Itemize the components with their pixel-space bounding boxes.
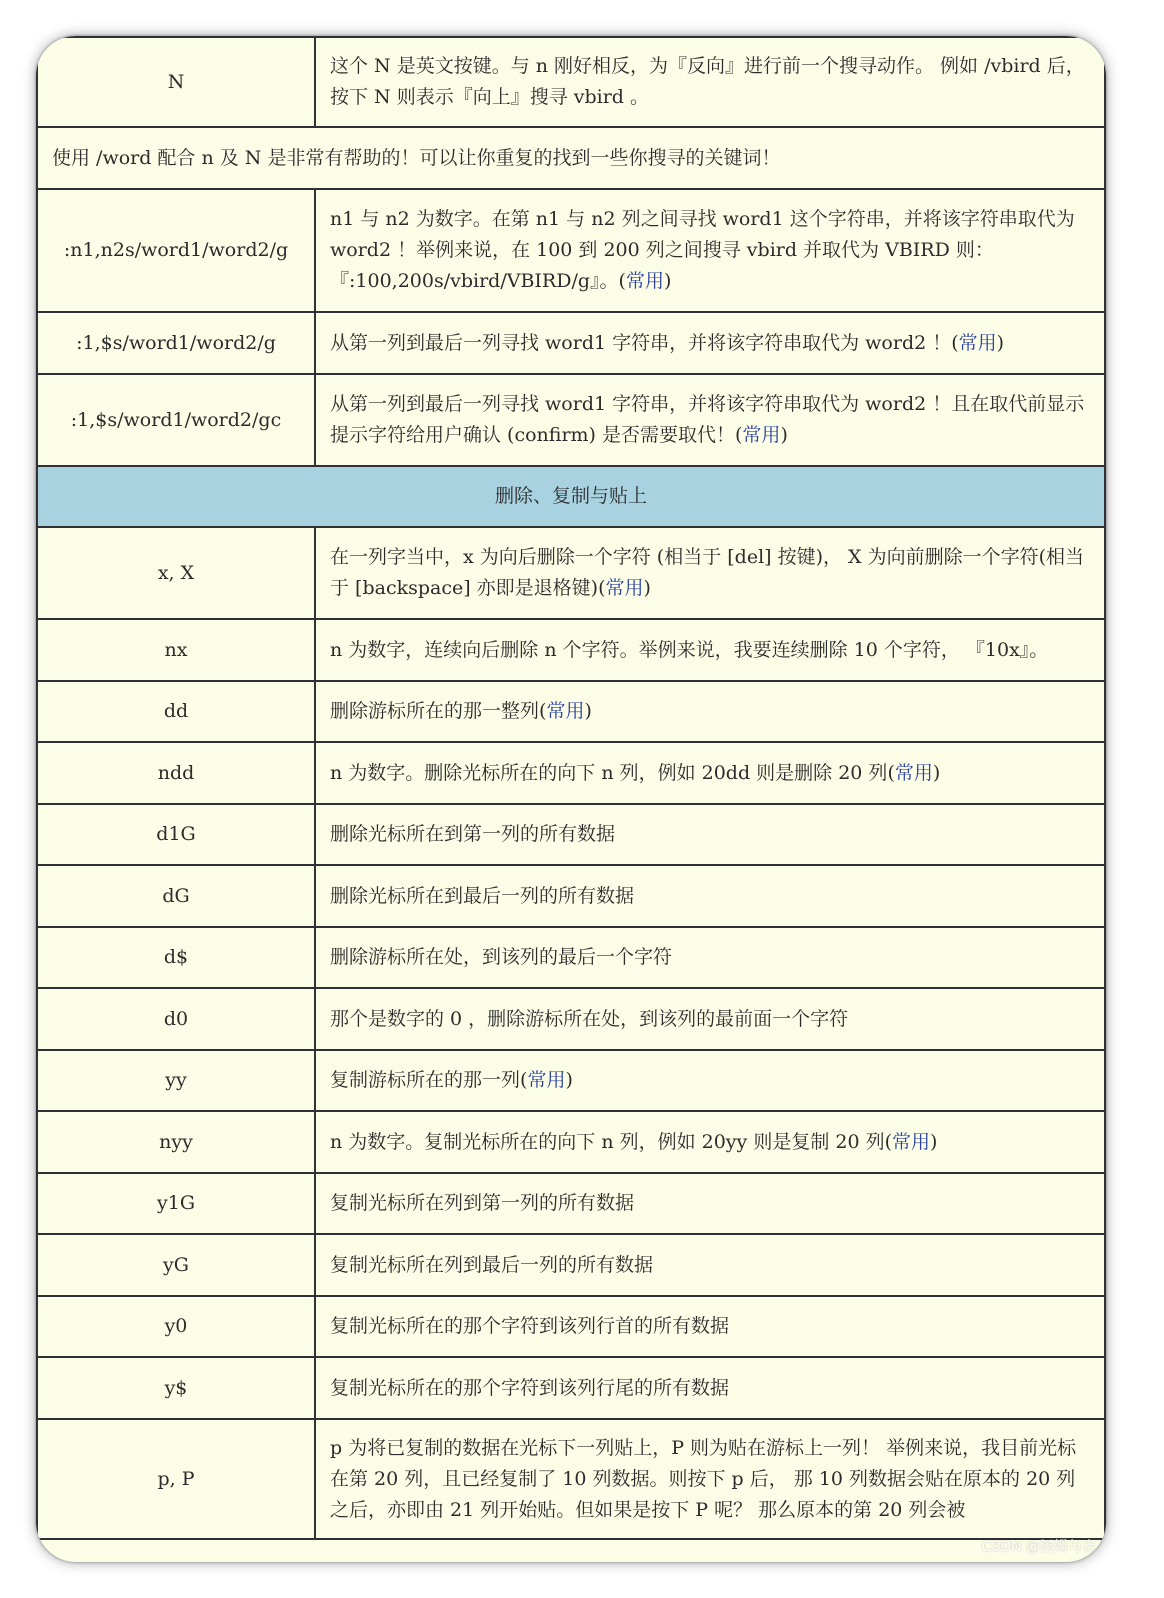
command-cell: ndd bbox=[37, 742, 315, 804]
description-cell bbox=[315, 1419, 1105, 1539]
description-cell: 在一列字当中，x 为向后删除一个字符 (相当于 [del] 按键)， X 为向前删除一个字符(相当于 [backspace] 亦即是退格键)(常用) bbox=[315, 527, 1105, 619]
description-text: n 为数字。复制光标所在的向下 n 列，例如 20yy 则是复制 20 列 bbox=[330, 1130, 885, 1153]
description-cell bbox=[315, 619, 1105, 681]
common-tag: 常用 bbox=[892, 1130, 931, 1153]
description-text: 从第一列到最后一列寻找 word1 字符串，并将该字符串取代为 word2 ！且在取代前显示提示字符给用户确认 (confirm) 是否需要取代！ bbox=[330, 393, 1085, 446]
command-cell: y1G bbox=[37, 1173, 315, 1234]
description-cell bbox=[315, 1173, 1105, 1234]
command-cell: d$ bbox=[37, 927, 315, 988]
table-row bbox=[37, 1234, 1105, 1296]
description-cell: n 为数字。复制光标所在的向下 n 列，例如 20yy 则是复制 20 列(常用) bbox=[315, 1111, 1105, 1173]
table-row bbox=[37, 865, 1105, 927]
description-text: 在一列字当中，x 为向后删除一个字符 (相当于 [del] 按键)， X 为向前删除一个字符(相当于 [backspace] 亦即是退格键) bbox=[330, 546, 1085, 599]
table-row bbox=[37, 681, 1105, 742]
common-tag: 常用 bbox=[546, 700, 585, 722]
description-cell: n 为数字。删除光标所在的向下 n 列，例如 20dd 则是删除 20 列(常用) bbox=[315, 742, 1105, 804]
description-cell bbox=[315, 1357, 1105, 1419]
description-text: n 为数字。删除光标所在的向下 n 列，例如 20dd 则是删除 20 列 bbox=[330, 761, 888, 784]
command-cell: yy bbox=[37, 1050, 315, 1111]
description-text: 复制游标所在的那一列 bbox=[330, 1069, 521, 1091]
description-cell: 从第一列到最后一列寻找 word1 字符串，并将该字符串取代为 word2 ！且在取代前显示提示字符给用户确认 (confirm) 是否需要取代！(常用) bbox=[315, 374, 1105, 466]
table-row bbox=[37, 1050, 1105, 1111]
common-tag: 常用 bbox=[605, 577, 644, 599]
description-cell bbox=[315, 1234, 1105, 1296]
note-row bbox=[37, 127, 1105, 189]
csdn-watermark: CSDN @汤姆与吉 bbox=[981, 1539, 1096, 1555]
table-row bbox=[37, 1111, 1105, 1173]
table-row bbox=[37, 527, 1105, 619]
description-text: 那个是数字的 0 ，删除游标所在处，到该列的最前面一个字符 bbox=[330, 1007, 849, 1030]
command-cell: p, P bbox=[37, 1419, 315, 1539]
command-cell: :n1,n2s/word1/word2/g bbox=[37, 189, 315, 312]
command-cell: y0 bbox=[37, 1296, 315, 1357]
table-row bbox=[37, 312, 1105, 374]
table-row bbox=[37, 189, 1105, 312]
common-tag: 常用 bbox=[625, 270, 664, 292]
description-text: 删除游标所在处，到该列的最后一个字符 bbox=[330, 946, 673, 968]
command-cell: :1,$s/word1/word2/gc bbox=[37, 374, 315, 466]
description-cell: 复制游标所在的那一列(常用) bbox=[315, 1050, 1105, 1111]
table-row bbox=[37, 619, 1105, 681]
description-text: 删除游标所在的那一整列 bbox=[330, 700, 540, 722]
description-cell: 删除游标所在的那一整列(常用) bbox=[315, 681, 1105, 742]
description-cell: n1 与 n2 为数字。在第 n1 与 n2 列之间寻找 word1 这个字符串，并将该字符串取代为 word2 ！举例来说，在 100 到 200 列之间搜寻 vbird 并取代为 VBIRD 则：『:100,200s/vbird/VBIRD/g』。(常用) bbox=[315, 189, 1105, 312]
table-row bbox=[37, 37, 1105, 127]
command-cell: x, X bbox=[37, 527, 315, 619]
common-tag: 常用 bbox=[742, 424, 781, 446]
description-text: 复制光标所在的那个字符到该列行首的所有数据 bbox=[330, 1315, 730, 1337]
section-header-row bbox=[37, 466, 1105, 527]
table-row bbox=[37, 927, 1105, 988]
description-text: 复制光标所在列到第一列的所有数据 bbox=[330, 1192, 635, 1214]
table-row bbox=[37, 374, 1105, 466]
description-text: n 为数字，连续向后删除 n 个字符。举例来说，我要连续删除 10 个字符， 『10x』。 bbox=[330, 638, 1049, 661]
table-row bbox=[37, 1296, 1105, 1357]
note-text: 使用 /word 配合 n 及 N 是非常有帮助的！可以让你重复的找到一些你搜寻的关键词！ bbox=[37, 127, 1105, 189]
description-cell: 从第一列到最后一列寻找 word1 字符串，并将该字符串取代为 word2 ！(常用) bbox=[315, 312, 1105, 374]
description-cell bbox=[315, 988, 1105, 1050]
table-row bbox=[37, 1419, 1105, 1539]
table-frame bbox=[36, 36, 1106, 1562]
command-cell: yG bbox=[37, 1234, 315, 1296]
table-row bbox=[37, 988, 1105, 1050]
command-cell: d0 bbox=[37, 988, 315, 1050]
description-cell bbox=[315, 37, 1105, 127]
description-text: n1 与 n2 为数字。在第 n1 与 n2 列之间寻找 word1 这个字符串，并将该字符串取代为 word2 ！举例来说，在 100 到 200 列之间搜寻 vbird 并取代为 VBIRD 则：『:100,200s/vbird/VBIRD/g』。 bbox=[330, 208, 1075, 292]
table-row bbox=[37, 1357, 1105, 1419]
description-text: p 为将已复制的数据在光标下一列贴上，P 则为贴在游标上一列！ 举例来说，我目前光标在第 20 列，且已经复制了 10 列数据。则按下 p 后， 那 10 列数据会贴在原本的 20 列之后，亦即由 21 列开始贴。但如果是按下 P 呢？ 那么原本的第 20 列会被 bbox=[330, 1436, 1077, 1521]
vim-command-table bbox=[36, 36, 1106, 1540]
command-cell: y$ bbox=[37, 1357, 315, 1419]
table-row bbox=[37, 1173, 1105, 1234]
description-cell bbox=[315, 927, 1105, 988]
table-body bbox=[37, 37, 1105, 1539]
table-row bbox=[37, 804, 1105, 865]
description-text: 这个 N 是英文按键。与 n 刚好相反，为『反向』进行前一个搜寻动作。 例如 /vbird 后，按下 N 则表示『向上』搜寻 vbird 。 bbox=[330, 55, 1085, 108]
common-tag: 常用 bbox=[958, 331, 997, 354]
description-text: 删除光标所在到最后一列的所有数据 bbox=[330, 884, 635, 907]
common-tag: 常用 bbox=[527, 1069, 566, 1091]
command-cell: nyy bbox=[37, 1111, 315, 1173]
table-row bbox=[37, 742, 1105, 804]
description-text: 从第一列到最后一列寻找 word1 字符串，并将该字符串取代为 word2 ！ bbox=[330, 331, 952, 354]
command-cell: :1,$s/word1/word2/g bbox=[37, 312, 315, 374]
description-text: 复制光标所在列到最后一列的所有数据 bbox=[330, 1253, 654, 1276]
description-text: 复制光标所在的那个字符到该列行尾的所有数据 bbox=[330, 1376, 730, 1399]
description-cell bbox=[315, 1296, 1105, 1357]
description-cell bbox=[315, 865, 1105, 927]
command-cell: dG bbox=[37, 865, 315, 927]
command-cell: nx bbox=[37, 619, 315, 681]
section-title: 删除、复制与贴上 bbox=[37, 466, 1105, 527]
command-cell: N bbox=[37, 37, 315, 127]
common-tag: 常用 bbox=[894, 761, 933, 784]
description-text: 删除光标所在到第一列的所有数据 bbox=[330, 823, 616, 845]
command-cell: dd bbox=[37, 681, 315, 742]
command-cell: d1G bbox=[37, 804, 315, 865]
description-cell bbox=[315, 804, 1105, 865]
